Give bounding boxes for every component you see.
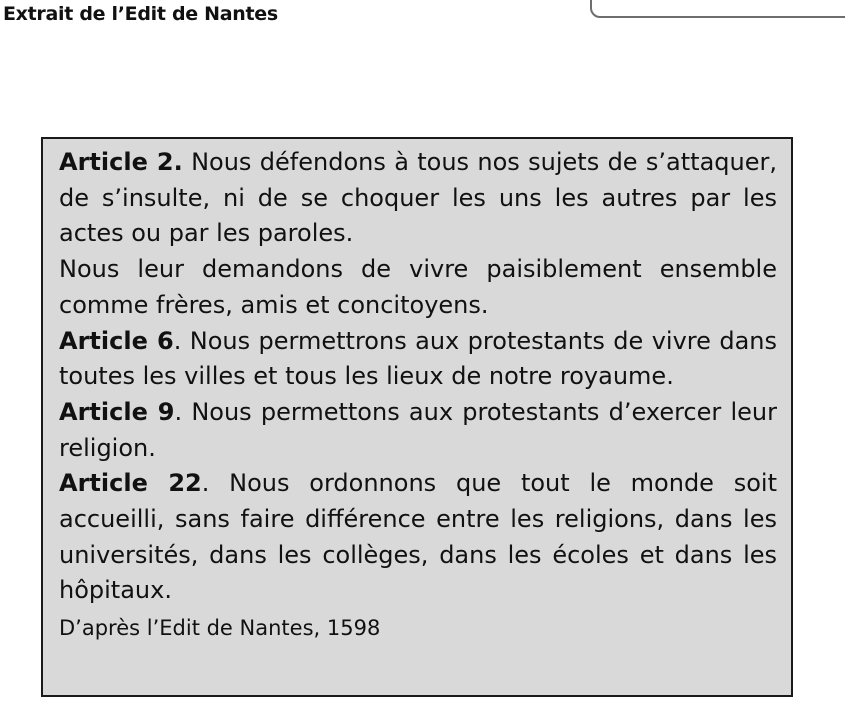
article-2-label: Article 2. <box>59 148 183 176</box>
document-excerpt-box <box>41 137 793 697</box>
article-9-label: Article 9 <box>59 397 175 426</box>
article-22-text: . Nous ordonnons que tout le monde soit accueilli, sans faire différence entre les religions, dans les universités, dans les collèges, dans les écoles et dans les hôpitaux. <box>59 469 777 605</box>
article-22-label: Article 22 <box>59 469 202 498</box>
corner-frame <box>590 0 845 18</box>
article-6-paragraph <box>59 324 777 395</box>
article-9-paragraph <box>59 395 777 466</box>
cohabitation-paragraph: Nous leur demandons de vivre paisiblement ensemble comme frères, amis et concitoyens. <box>59 255 777 319</box>
page-title: Extrait de l’Edit de Nantes <box>3 3 278 25</box>
article-9-text: . Nous permettons aux protestants d’exercer leur religion. <box>59 397 777 462</box>
article-22-paragraph <box>59 466 777 609</box>
article-2-text: Nous défendons à tous nos sujets de s’attaquer, de s’insulte, ni de se choquer les uns les autres par les actes ou par les paroles. <box>59 148 777 248</box>
article-6-label: Article 6 <box>59 326 174 355</box>
source-citation: D’après l’Edit de Nantes, 1598 <box>59 616 381 641</box>
article-6-text: . Nous permettrons aux protestants de vivre dans toutes les villes et tous les lieux de notre royaume. <box>59 326 777 391</box>
article-2-paragraph <box>59 145 777 252</box>
